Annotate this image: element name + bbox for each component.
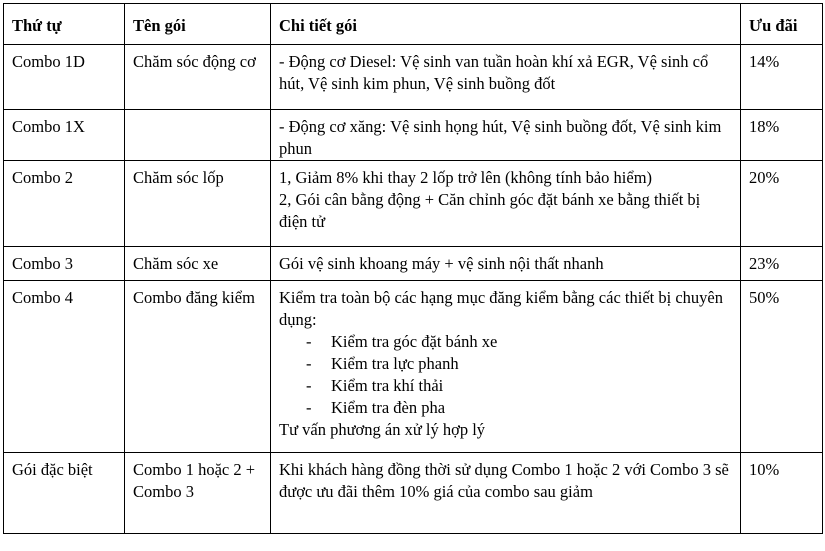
detail-intro: Kiểm tra toàn bộ các hạng mục đăng kiểm bằng các thiết bị chuyên dụng: <box>279 288 723 329</box>
cell-order: Combo 1D <box>4 45 125 110</box>
cell-name: Chăm sóc động cơ <box>125 45 271 110</box>
cell-discount: 18% <box>741 110 823 161</box>
bullet-item <box>279 397 732 419</box>
detail-line: 1, Giảm 8% khi thay 2 lốp trở lên (không tính bảo hiểm) <box>279 168 653 187</box>
bullet-text: Kiểm tra lực phanh <box>331 354 459 373</box>
cell-discount: 20% <box>741 161 823 247</box>
header-name: Tên gói <box>125 4 271 45</box>
bullet-text: Kiểm tra góc đặt bánh xe <box>331 332 498 351</box>
bullet-text: Kiểm tra đèn pha <box>331 398 446 417</box>
bullet-item <box>279 375 732 397</box>
cell-details <box>271 281 741 453</box>
table-row <box>4 247 823 281</box>
cell-name: Combo 1 hoặc 2 + Combo 3 <box>125 453 271 534</box>
cell-details <box>271 247 741 281</box>
cell-details <box>271 45 741 110</box>
cell-details <box>271 161 741 247</box>
bullet-dash: - <box>306 398 312 417</box>
cell-name: Chăm sóc xe <box>125 247 271 281</box>
detail-line: 2, Gói cân bằng động + Căn chỉnh góc đặt bánh xe bằng thiết bị điện tử <box>279 190 701 231</box>
cell-name: Chăm sóc lốp <box>125 161 271 247</box>
cell-order: Combo 4 <box>4 281 125 453</box>
detail-line: Gói vệ sinh khoang máy + vệ sinh nội thất nhanh <box>279 254 604 273</box>
header-details: Chi tiết gói <box>271 4 741 45</box>
table-row <box>4 161 823 247</box>
detail-line: Khi khách hàng đồng thời sử dụng Combo 1 hoặc 2 với Combo 3 sẽ được ưu đãi thêm 10% giá của combo sau giảm <box>279 460 729 501</box>
bullet-item <box>279 331 732 353</box>
cell-details <box>271 110 741 161</box>
bullet-dash: - <box>306 354 312 373</box>
combo-table <box>3 3 823 534</box>
detail-outro: Tư vấn phương án xử lý hợp lý <box>279 420 486 439</box>
bullet-dash: - <box>306 376 312 395</box>
bullet-text: Kiểm tra khí thải <box>331 376 444 395</box>
cell-order: Combo 3 <box>4 247 125 281</box>
bullet-item <box>279 353 732 375</box>
header-row <box>4 4 823 45</box>
cell-order: Combo 1X <box>4 110 125 161</box>
cell-name <box>125 110 271 161</box>
table-row <box>4 281 823 453</box>
cell-order: Combo 2 <box>4 161 125 247</box>
cell-discount: 50% <box>741 281 823 453</box>
detail-line: - Động cơ Diesel: Vệ sinh van tuần hoàn khí xả EGR, Vệ sinh cổ hút, Vệ sinh kim phun, Vệ sinh buồng đốt <box>279 52 709 93</box>
cell-discount: 14% <box>741 45 823 110</box>
header-order: Thứ tự <box>4 4 125 45</box>
table-row <box>4 45 823 110</box>
detail-line: - Động cơ xăng: Vệ sinh họng hút, Vệ sinh buồng đốt, Vệ sinh kim phun <box>279 117 722 158</box>
bullet-dash: - <box>306 332 312 351</box>
cell-discount: 23% <box>741 247 823 281</box>
header-discount: Ưu đãi <box>741 4 823 45</box>
table-row <box>4 453 823 534</box>
cell-details <box>271 453 741 534</box>
cell-discount: 10% <box>741 453 823 534</box>
table-row <box>4 110 823 161</box>
cell-name: Combo đăng kiểm <box>125 281 271 453</box>
cell-order: Gói đặc biệt <box>4 453 125 534</box>
